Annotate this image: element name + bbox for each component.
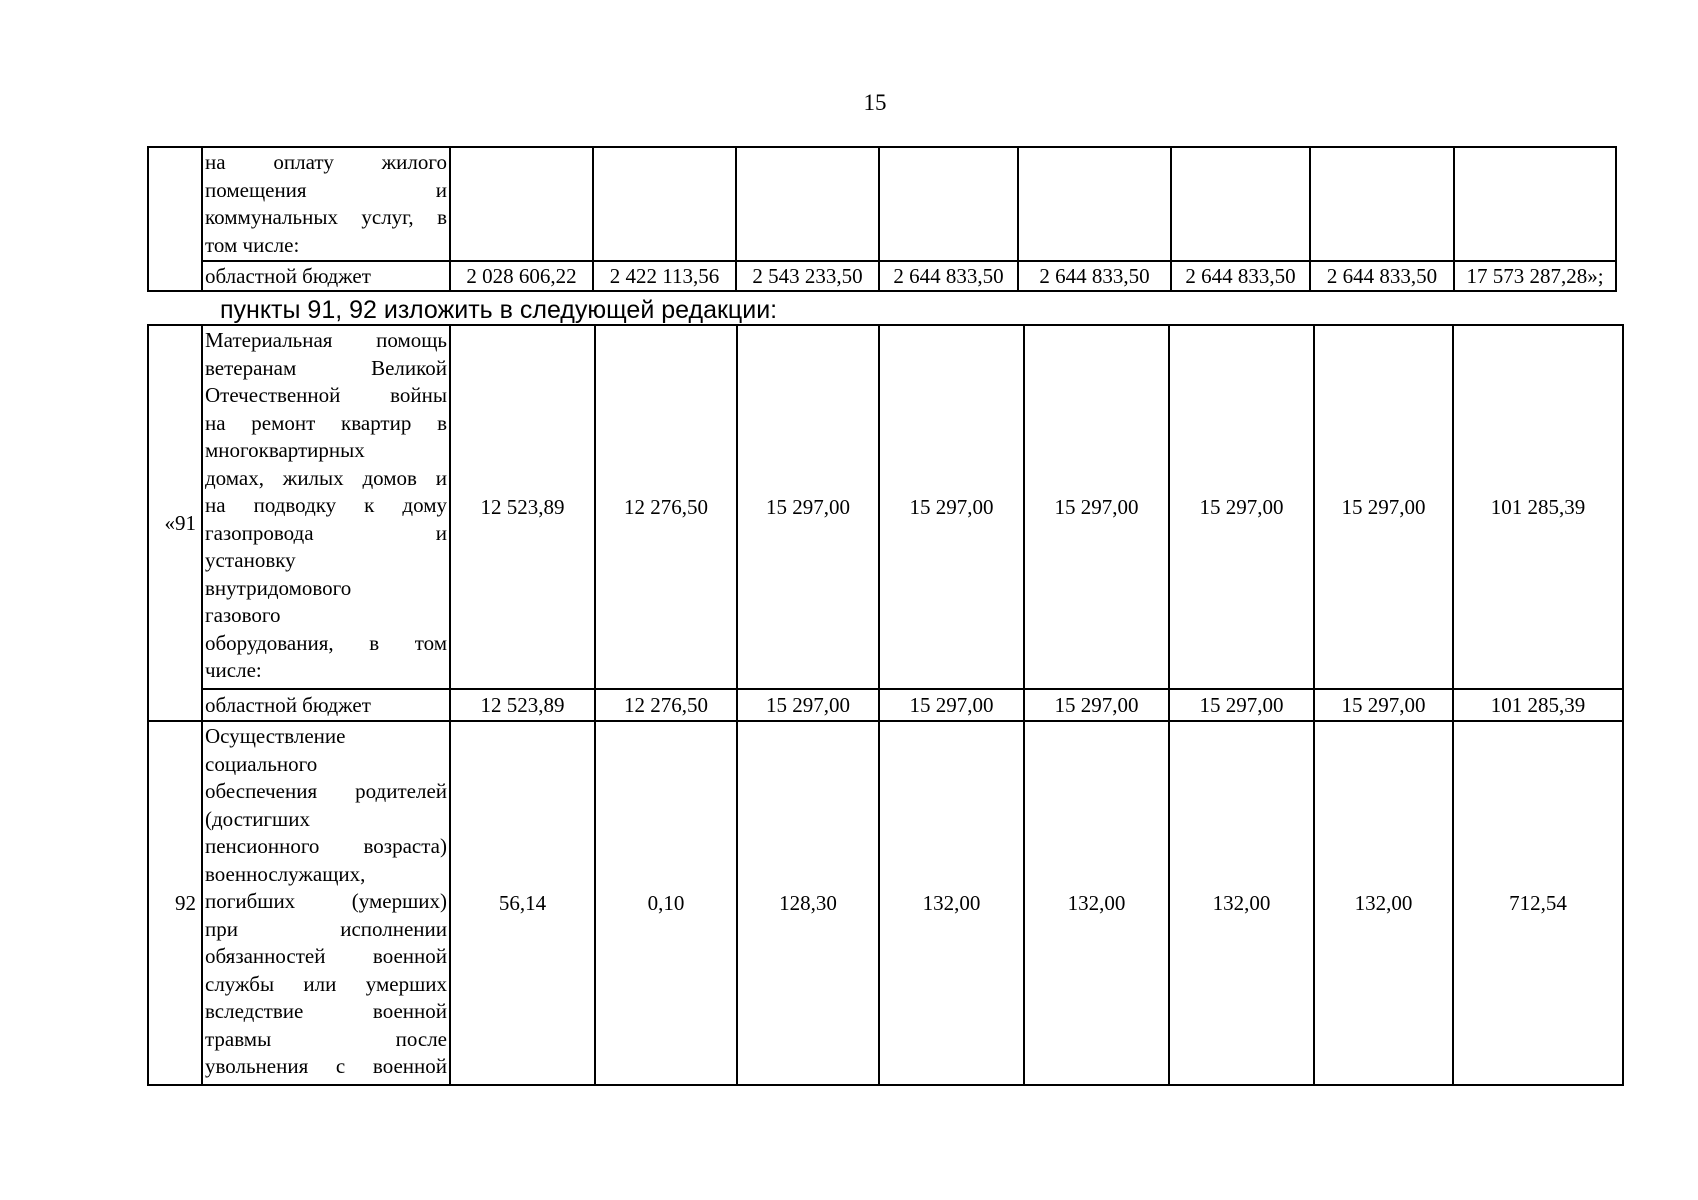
name-line: на ремонт квартир в (205, 410, 447, 435)
empty-value-cell (593, 147, 736, 261)
name-line: социального (205, 751, 318, 776)
value-cell: 2 644 833,50 (1171, 261, 1310, 291)
empty-value-cell (879, 147, 1018, 261)
value-cell: 15 297,00 (1314, 325, 1453, 689)
value-cell: 2 422 113,56 (593, 261, 736, 291)
name-line: обеспечения родителей (205, 779, 447, 803)
value-cell: 2 644 833,50 (1310, 261, 1454, 291)
value-cell: 15 297,00 (1024, 689, 1169, 721)
item-name-cell (202, 721, 450, 1085)
value-cell: 15 297,00 (1314, 689, 1453, 721)
name-line: оборудования, в том (205, 630, 447, 655)
value-cell: 2 543 233,50 (736, 261, 879, 291)
value-cell: 12 276,50 (595, 325, 737, 689)
value-cell: 15 297,00 (879, 325, 1024, 689)
value-cell: 12 523,89 (450, 325, 595, 689)
name-line: травмы после (205, 1026, 447, 1051)
item-index: «91 (148, 325, 202, 721)
empty-value-cell (1454, 147, 1616, 261)
name-line: коммунальных услуг, в (205, 205, 447, 229)
name-line: установку (205, 548, 296, 572)
value-cell: 2 644 833,50 (879, 261, 1018, 291)
budget-label: областной бюджет (202, 261, 450, 291)
item-index: 92 (148, 721, 202, 1085)
index-cell (148, 147, 202, 291)
budget-label: областной бюджет (202, 689, 450, 721)
value-cell: 2 644 833,50 (1018, 261, 1171, 291)
budget-table-items (147, 324, 1624, 1086)
name-line: на оплату жилого (205, 150, 447, 174)
name-line: увольнения с военной (205, 1054, 447, 1078)
value-cell: 15 297,00 (1169, 325, 1314, 689)
name-line: газопровода и (205, 520, 447, 545)
name-line: обязанностей военной (205, 944, 447, 968)
value-cell: 132,00 (1169, 721, 1314, 1085)
name-line: внутридомового (205, 575, 352, 600)
value-cell: 0,10 (595, 721, 737, 1085)
value-cell: 101 285,39 (1453, 689, 1623, 721)
section-text: пункты 91, 92 изложить в следующей редакции: (220, 296, 778, 324)
value-cell: 132,00 (879, 721, 1024, 1085)
value-cell: 128,30 (737, 721, 879, 1085)
value-cell: 15 297,00 (879, 689, 1024, 721)
table-row (148, 689, 1623, 721)
name-line: Материальная помощь (205, 328, 447, 352)
name-line: вследствие военной (205, 999, 447, 1023)
name-line: помещения и (205, 177, 447, 202)
value-cell: 15 297,00 (1024, 325, 1169, 689)
empty-value-cell (1018, 147, 1171, 261)
table-row (148, 721, 1623, 1085)
value-cell: 15 297,00 (737, 689, 879, 721)
name-line: многоквартирных (205, 438, 365, 462)
value-cell: 2 028 606,22 (450, 261, 593, 291)
name-line: военнослужащих, (205, 861, 366, 886)
value-cell: 101 285,39 (1453, 325, 1623, 689)
name-line: службы или умерших (205, 971, 447, 996)
budget-table-continued (147, 146, 1617, 292)
name-line: Отечественной войны (205, 383, 447, 407)
value-cell: 12 523,89 (450, 689, 595, 721)
item-name-cell (202, 147, 450, 261)
value-cell: 56,14 (450, 721, 595, 1085)
empty-value-cell (450, 147, 593, 261)
table-row (148, 325, 1623, 689)
name-line: при исполнении (205, 916, 447, 941)
name-line: числе: (205, 658, 262, 682)
empty-value-cell (1171, 147, 1310, 261)
value-cell: 15 297,00 (1169, 689, 1314, 721)
name-line: пенсионного возраста) (205, 834, 447, 858)
value-cell: 132,00 (1314, 721, 1453, 1085)
value-cell: 132,00 (1024, 721, 1169, 1085)
name-line: домах, жилых домов и (205, 465, 447, 490)
name-line: на подводку к дому (205, 493, 447, 517)
empty-value-cell (1310, 147, 1454, 261)
name-line: том числе: (205, 232, 300, 257)
name-line: погибших (умерших) (205, 889, 447, 913)
name-line: Осуществление (205, 724, 346, 748)
empty-value-cell (736, 147, 879, 261)
name-line: (достигших (205, 806, 310, 831)
value-cell: 712,54 (1453, 721, 1623, 1085)
item-name-cell (202, 325, 450, 689)
value-cell: 12 276,50 (595, 689, 737, 721)
page-number: 15 (863, 90, 887, 115)
name-line: ветеранам Великой (205, 355, 447, 380)
value-cell: 17 573 287,28»; (1454, 261, 1616, 291)
value-cell: 15 297,00 (737, 325, 879, 689)
name-line: газового (205, 603, 281, 627)
